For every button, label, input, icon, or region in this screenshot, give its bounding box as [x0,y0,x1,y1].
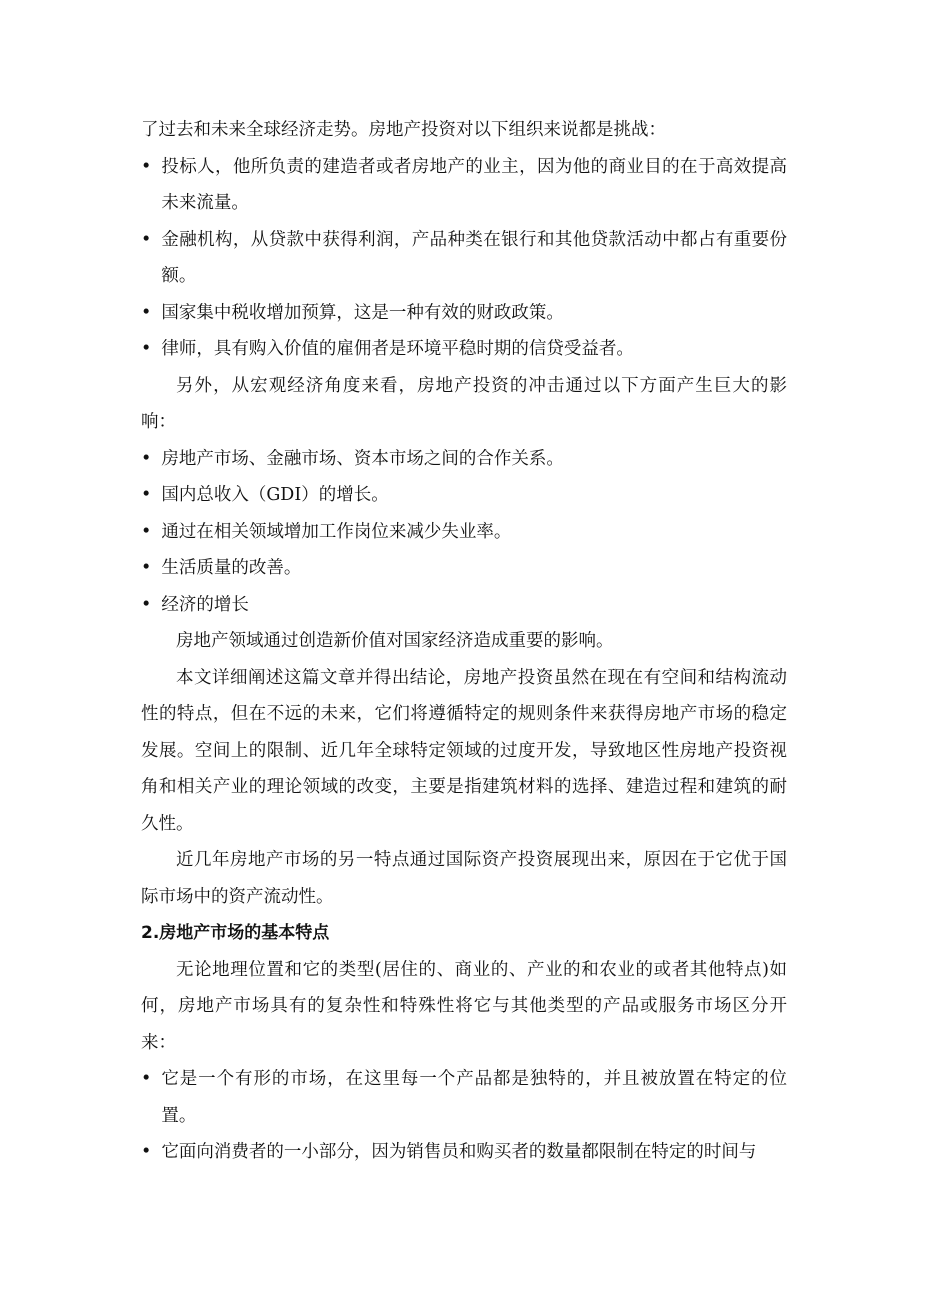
bullet-icon: • [141,521,152,542]
list-item: • 生活质量的改善。 [141,550,787,587]
bullet-icon: • [141,1142,152,1162]
list-item: • 投标人，他所负责的建造者或者房地产的业主，因为他的商业目的在于高效提高未来流量。 [141,149,787,222]
list-item: • 房地产市场、金融市场、资本市场之间的合作关系。 [141,441,787,478]
bullet-icon: • [141,302,152,323]
list-item: • 经济的增长 [141,587,787,624]
feature-list [141,1061,787,1171]
intro-line: 了过去和未来全球经济走势。房地产投资对以下组织来说都是挑战： [141,120,666,140]
list-item: • 国内总收入（GDI）的增长。 [141,477,787,514]
bullet-icon: • [141,448,152,469]
value-paragraph: 房地产领域通过创造新价值对国家经济造成重要的影响。 [176,631,614,651]
list-item: • 它是一个有形的市场，在这里每一个产品都是独特的，并且被放置在特定的位置。 [141,1061,787,1134]
list-item: • 国家集中税收增加预算，这是一种有效的财政政策。 [141,295,787,332]
list-item: • 它面向消费者的一小部分，因为销售员和购买者的数量都限制在特定的时间与 [141,1134,787,1171]
international-paragraph: 近几年房地产市场的另一特点通过国际资产投资展现出来，原因在于它优于国际市场中的资产流动性。 [141,850,787,907]
bullet-icon: • [141,156,152,177]
impact-list [141,441,787,624]
bullet-icon: • [141,594,152,615]
list-item: • 通过在相关领域增加工作岗位来减少失业率。 [141,514,787,551]
section-paragraph: 无论地理位置和它的类型(居住的、商业的、产业的和农业的或者其他特点)如何，房地产市场具有的复杂性和特殊性将它与其他类型的产品或服务市场区分开来： [141,959,787,1053]
section-heading: 2.房地产市场的基本特点 [141,923,330,943]
challenge-list [141,149,787,368]
bullet-icon: • [141,339,152,359]
macro-paragraph: 另外，从宏观经济角度来看，房地产投资的冲击通过以下方面产生巨大的影响： [141,375,787,432]
bullet-icon: • [141,229,152,250]
bullet-icon: • [141,1069,152,1089]
document-page [141,112,787,1171]
list-item: • 金融机构，从贷款中获得利润，产品种类在银行和其他贷款活动中都占有重要份额。 [141,222,787,295]
list-item: • 律师，具有购入价值的雇佣者是环境平稳时期的信贷受益者。 [141,331,787,368]
conclusion-paragraph: 本文详细阐述这篇文章并得出结论，房地产投资虽然在现在有空间和结构流动性的特点，但在不远的未来，它们将遵循特定的规则条件来获得房地产市场的稳定发展。空间上的限制、近几年全球特定领域的过度开发，导致地区性房地产投资视角和相关产业的理论领域的改变，主要是指建筑材料的选择、建造过程和建筑的耐久性。 [141,667,787,834]
bullet-icon: • [141,485,152,505]
bullet-icon: • [141,558,152,578]
